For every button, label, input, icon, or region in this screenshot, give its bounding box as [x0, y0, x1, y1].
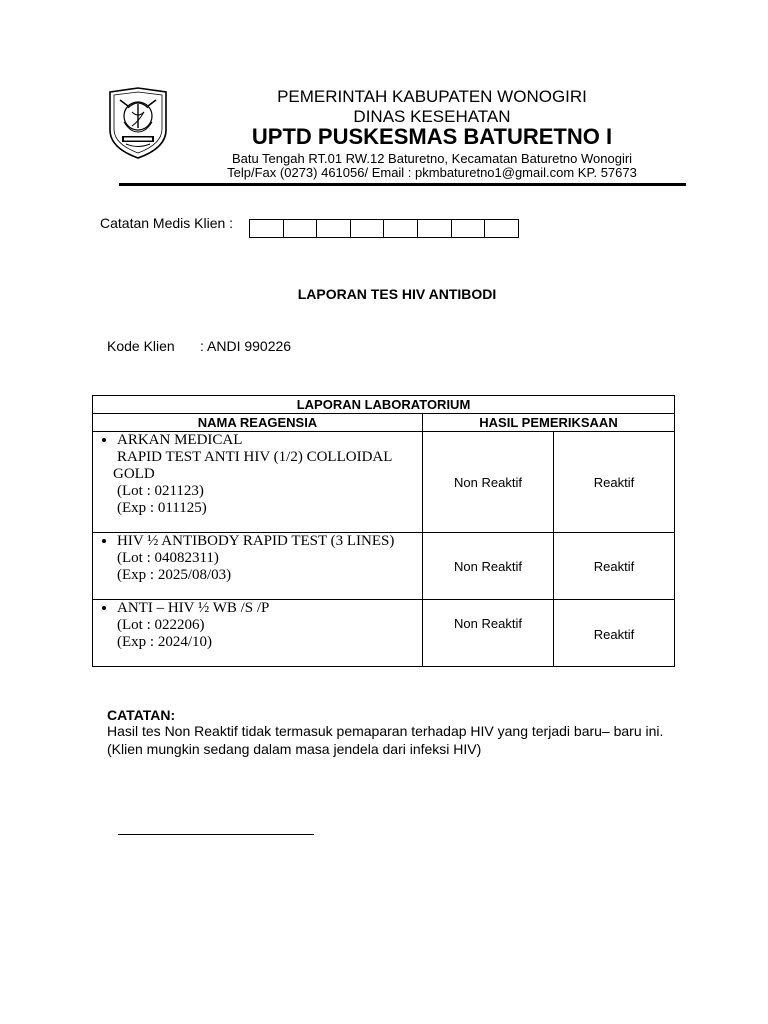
reagent-lot: (Lot : 021123) [117, 483, 204, 499]
medical-record-digit-box[interactable] [249, 219, 284, 238]
medical-record-digit-box[interactable] [417, 219, 452, 238]
wonogiri-emblem-logo [106, 86, 170, 160]
notes-line-2: (Klien mungkin sedang dalam masa jendela dari infeksi HIV) [107, 741, 482, 757]
reagent-line: RAPID TEST ANTI HIV (1/2) COLLOIDAL [117, 449, 393, 465]
reagent-name: • ANTI – HIV ½ WB /S /P [117, 600, 270, 616]
result-reactive[interactable]: Reaktif [554, 432, 675, 533]
lab-table-heading: LAPORAN LABORATORIUM [93, 396, 675, 414]
table-row [93, 600, 675, 667]
report-title: LAPORAN TES HIV ANTIBODI [297, 286, 497, 302]
table-row [93, 432, 675, 533]
notes-title: CATATAN: [107, 707, 176, 723]
table-row [93, 533, 675, 600]
header-divider [119, 183, 686, 186]
result-non-reactive[interactable]: Non Reaktif [423, 600, 554, 667]
header-department: DINAS KESEHATAN [353, 107, 511, 126]
medical-record-digit-box[interactable] [350, 219, 385, 238]
reagent-cell [93, 533, 423, 600]
reagent-item [113, 432, 422, 517]
client-code-value: : ANDI 990226 [200, 338, 292, 354]
medical-record-boxes[interactable] [249, 219, 519, 238]
medical-record-digit-box[interactable] [283, 219, 318, 238]
header-institution: UPTD PUSKESMAS BATURETNO I [251, 124, 613, 149]
medical-record-digit-box[interactable] [484, 219, 519, 238]
reagent-exp: (Exp : 2025/08/03) [117, 567, 232, 583]
reagent-lot: (Lot : 022206) [117, 617, 205, 633]
reagent-cell [93, 600, 423, 667]
reagent-item [117, 533, 422, 584]
signature-line [118, 834, 314, 835]
reagent-line: GOLD [113, 466, 155, 482]
reagent-lot: (Lot : 04082311) [117, 550, 219, 566]
header-address: Batu Tengah RT.01 RW.12 Baturetno, Kecamatan Baturetno Wonogiri [231, 151, 633, 166]
medical-record-digit-box[interactable] [316, 219, 351, 238]
reagent-cell [93, 432, 423, 533]
col-result-header: HASIL PEMERIKSAAN [423, 414, 675, 432]
reagent-exp: (Exp : 011125) [117, 500, 207, 516]
medical-record-digit-box[interactable] [451, 219, 486, 238]
header-government: PEMERINTAH KABUPATEN WONOGIRI [277, 87, 587, 106]
client-code-label: Kode Klien [107, 338, 175, 354]
reagent-name: • HIV ½ ANTIBODY RAPID TEST (3 LINES) [117, 533, 395, 549]
medical-record-digit-box[interactable] [383, 219, 418, 238]
reagent-item [117, 600, 422, 651]
medical-record-label: Catatan Medis Klien : [100, 215, 234, 231]
notes-line-1: Hasil tes Non Reaktif tidak termasuk pemaparan terhadap HIV yang terjadi baru– baru ini. [107, 723, 664, 739]
header-contact: Telp/Fax (0273) 461056/ Email : pkmbaturetno1@gmail.com KP. 57673 [227, 165, 637, 180]
result-non-reactive[interactable]: Non Reaktif [423, 533, 554, 600]
result-reactive[interactable]: Reaktif [554, 533, 675, 600]
reagent-name: • ARKAN MEDICAL [117, 432, 243, 448]
reagent-exp: (Exp : 2024/10) [117, 634, 212, 650]
col-reagent-header: NAMA REAGENSIA [93, 414, 423, 432]
lab-report-table [92, 395, 675, 667]
result-non-reactive[interactable]: Non Reaktif [423, 432, 554, 533]
result-reactive[interactable]: Reaktif [554, 600, 675, 667]
